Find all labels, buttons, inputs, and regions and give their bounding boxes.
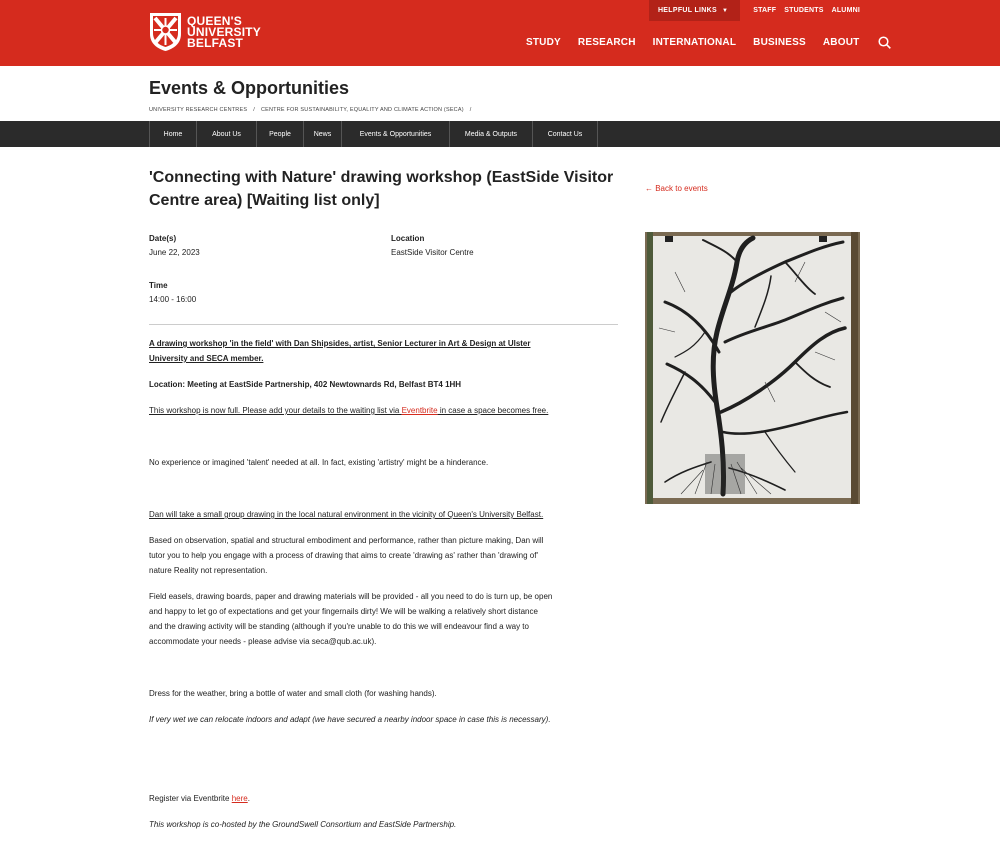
nav-about[interactable]: ABOUT [822,37,860,48]
back-to-events-link[interactable]: ← Back to events [645,184,708,193]
date-label: Date(s) [149,234,177,243]
cohosted-note: This workshop is co-hosted by the GroundSwell Consortium and EastSide Partnership. [149,820,457,829]
breadcrumb-separator: / [469,107,472,113]
approach-line: Based on observation, spatial and structural embodiment and performance, rather than picture making, Dan will [149,536,544,545]
event-location [391,234,474,257]
chevron-down-icon: ▼ [721,7,729,14]
waiting-text: This workshop is now full. Please add your details to the waiting list via [149,406,402,415]
utility-link-alumni[interactable]: ALUMNI [831,7,860,14]
logo-wordmark: QUEEN'S UNIVERSITY BELFAST [187,13,262,50]
waiting-list-notice [149,403,619,418]
utility-bar [649,0,1000,21]
time-label: Time [149,281,168,290]
utility-link-staff[interactable]: STAFF [753,7,777,14]
helpful-links-label: HELPFUL LINKS [657,7,717,14]
event-title-line: 'Connecting with Nature' drawing workshop (EastSide Visitor [149,169,614,186]
helpful-links-dropdown[interactable] [649,0,740,21]
eventbrite-link[interactable]: Eventbrite [401,406,438,415]
breadcrumb-separator: / [253,107,255,113]
nav-international[interactable]: INTERNATIONAL [652,37,737,48]
experience-paragraph: No experience or imagined 'talent' needed at all. In fact, existing 'artistry' might be a hinderance. [149,458,489,467]
register-text: Register via Eventbrite [149,794,232,803]
waiting-text: in case a space becomes free. [437,406,549,415]
subnav-about-us[interactable]: About Us [197,121,257,147]
materials-line: accommodate your needs - please advise via seca@qub.ac.uk). [149,637,377,646]
section-nav [0,121,1000,147]
subnav-news[interactable]: News [304,121,342,147]
approach-line: tutor you to help you engage with a process of drawing that aims to create 'drawing as' rather than 'drawing of' [149,551,538,560]
intro-line: A drawing workshop 'in the field' with Dan Shipsides, artist, Senior Lecturer in Art & Design at Ulster [149,339,531,348]
location-label: Location [391,234,425,243]
date-value: June 22, 2023 [149,248,200,257]
divider [149,324,618,325]
time-value: 14:00 - 16:00 [149,295,197,304]
materials-line: and the drawing activity will be standing (although if you're unable to do this we will endeavour find a way to [149,622,529,631]
materials-line: Field easels, drawing boards, paper and drawing materials will be provided - all you need to do is turn up, be open [149,592,553,601]
main-nav [526,36,891,49]
meeting-location: Location: Meeting at EastSide Partnership, 402 Newtownards Rd, Belfast BT4 1HH [149,380,462,389]
nav-study[interactable]: STUDY [526,37,561,48]
breadcrumb-item-seca[interactable]: CENTRE FOR SUSTAINABILITY, EQUALITY AND CLIMATE ACTION (SECA) [260,107,464,113]
utility-link-students[interactable]: STUDENTS [784,7,824,14]
approach-paragraph [149,533,619,578]
event-heading [149,166,619,212]
breadcrumb-item-research-centres[interactable]: UNIVERSITY RESEARCH CENTRES [149,107,248,113]
dress-paragraph: Dress for the weather, bring a bottle of water and small cloth (for washing hands). [149,689,437,698]
materials-paragraph [149,589,619,649]
event-date [149,234,200,257]
register-here-link[interactable]: here [231,794,248,803]
site-header [0,0,1000,66]
subnav-media-outputs[interactable]: Media & Outputs [450,121,533,147]
approach-line: nature Reality not representation. [149,566,268,575]
wet-weather-note: If very wet we can relocate indoors and adapt (we have secured a nearby indoor space in case this is necessary). [149,715,551,724]
location-value: EastSide Visitor Centre [391,248,474,257]
nav-business[interactable]: BUSINESS [753,37,806,48]
search-icon[interactable] [878,36,891,49]
tree-drawing-image [645,232,860,504]
crest-icon [149,12,182,52]
breadcrumb [149,107,478,113]
event-title-line: Centre area) [Waiting list only] [149,192,380,209]
register-text: . [247,794,250,803]
subnav-home[interactable]: Home [150,121,197,147]
register-paragraph [149,791,619,806]
event-title [149,166,619,212]
intro-paragraph [149,336,619,366]
subnav-events[interactable]: Events & Opportunities [342,121,450,147]
materials-line: and happy to let go of expectations and get your fingernails dirty! We will be walking a relatively short distance [149,607,538,616]
event-time [149,281,196,304]
group-paragraph: Dan will take a small group drawing in the local natural environment in the vicinity of Queen's University Belfast. [149,510,544,519]
subnav-people[interactable]: People [257,121,304,147]
intro-line: University and SECA member. [149,354,264,363]
university-logo[interactable] [149,12,261,52]
subnav-contact-us[interactable]: Contact Us [533,121,598,147]
nav-research[interactable]: RESEARCH [577,37,636,48]
page-title: Events & Opportunities [149,78,350,98]
